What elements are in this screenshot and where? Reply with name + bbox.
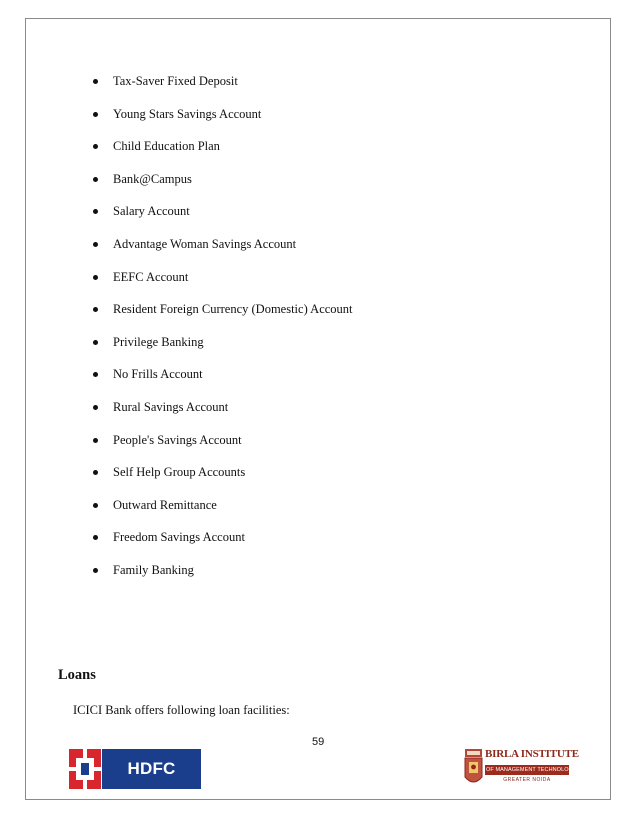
list-item-text: Freedom Savings Account	[113, 530, 245, 545]
loans-heading: Loans	[58, 667, 96, 683]
bullet-icon	[93, 307, 98, 312]
birla-logo-subtitle: OF MANAGEMENT TECHNOLOGY	[486, 767, 577, 773]
list-item-text: Tax-Saver Fixed Deposit	[113, 74, 238, 88]
list-item-text: Salary Account	[113, 204, 190, 219]
list-item	[90, 529, 353, 562]
birla-logo-name: BIRLA INSTITUTE	[485, 748, 579, 760]
hdfc-logo-text: HDFC BANK	[102, 749, 201, 789]
list-item-text: Self Help Group Accounts	[113, 465, 246, 480]
bullet-icon	[93, 503, 98, 508]
list-item-text: Bank@Campus	[113, 171, 192, 186]
list-item-text: Family Banking	[113, 562, 194, 577]
list-item-text: No Frills Account	[113, 367, 203, 382]
list-item	[90, 236, 353, 269]
bullet-icon	[93, 340, 98, 345]
list-item	[90, 464, 353, 497]
list-item-text: EEFC Account	[113, 269, 189, 284]
list-item-text: Child Education Plan	[113, 139, 220, 154]
list-item	[90, 399, 353, 432]
list-item-text: Outward Remittance	[113, 497, 217, 512]
bullet-icon	[93, 372, 98, 377]
bullet-icon	[93, 209, 98, 214]
bullet-icon	[93, 144, 98, 149]
bullet-icon	[93, 438, 98, 443]
list-item	[90, 562, 353, 595]
birla-logo-location: GREATER NOIDA	[503, 777, 551, 783]
list-item-text: Rural Savings Account	[113, 399, 229, 414]
list-item	[90, 366, 353, 399]
loans-intro-text: ICICI Bank offers following loan facilities:	[73, 703, 290, 717]
list-item	[90, 138, 353, 171]
bullet-icon	[93, 535, 98, 540]
account-types-list	[90, 73, 353, 595]
list-item	[90, 106, 353, 139]
list-item-text: Privilege Banking	[113, 334, 204, 349]
list-item	[90, 203, 353, 236]
list-item	[90, 301, 353, 334]
birla-institute-logo	[463, 745, 579, 793]
list-item	[90, 73, 353, 106]
list-item	[90, 497, 353, 530]
list-item-text: Resident Foreign Currency (Domestic) Account	[113, 302, 353, 317]
list-item-text: Advantage Woman Savings Account	[113, 236, 297, 251]
list-item	[90, 334, 353, 367]
bullet-icon	[93, 568, 98, 573]
hdfc-bank-logo	[69, 749, 201, 818]
list-item-text: Young Stars Savings Account	[113, 106, 262, 121]
list-item	[90, 171, 353, 204]
page-number: 59	[312, 736, 325, 748]
bullet-icon	[93, 275, 98, 280]
bullet-icon	[93, 79, 98, 84]
birla-emblem-icon	[463, 747, 484, 789]
bullet-icon	[93, 177, 98, 182]
hdfc-emblem-icon	[69, 749, 101, 789]
bullet-icon	[93, 405, 98, 410]
list-item	[90, 432, 353, 465]
list-item-text: People's Savings Account	[113, 432, 242, 447]
bullet-icon	[93, 112, 98, 117]
bullet-icon	[93, 470, 98, 475]
list-item	[90, 269, 353, 302]
bullet-icon	[93, 242, 98, 247]
